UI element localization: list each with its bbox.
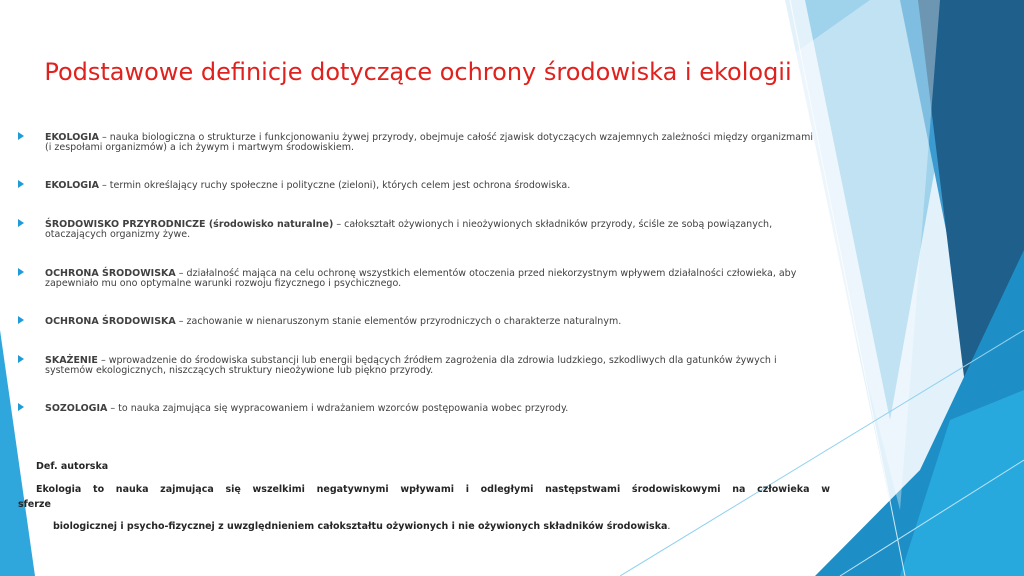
bullet-arrow-icon <box>18 219 24 227</box>
definition-text <box>45 404 818 414</box>
bullet-arrow-icon <box>18 180 24 188</box>
bullet-arrow-icon <box>18 132 24 140</box>
author-definition-line-3-end: . <box>667 521 671 532</box>
definition-body: – to nauka zajmująca się wypracowaniem i wdrażaniem wzorców postępowania wobec przyrody. <box>107 403 569 414</box>
definition-term: OCHRONA ŚRODOWISKA <box>45 268 176 279</box>
author-definition-line-3-text: biologicznej i psycho-fizycznej z uwzględnieniem całokształtu ożywionych i nie ożywionych składników środowiska <box>53 521 668 532</box>
definition-term: ŚRODOWISKO PRZYRODNICZE (środowisko naturalne) <box>45 219 334 230</box>
definition-text <box>45 133 818 152</box>
definition-body: – działalność mająca na celu ochronę wszystkich elementów otoczenia przed niekorzystnym wpływem działalności człowieka, aby zapewniało mu ono optymalne warunki rozwoju fizycznego i psychicznego. <box>45 268 797 289</box>
definition-body: – termin określający ruchy społeczne i polityczne (zieloni), których celem jest ochrona środowiska. <box>98 180 571 191</box>
definition-text <box>45 181 818 191</box>
definition-text <box>45 356 818 375</box>
author-definition-heading: Def. autorska <box>36 461 109 472</box>
definition-term: SOZOLOGIA <box>45 403 108 414</box>
author-definition-line-3 <box>53 521 813 532</box>
definition-term: EKOLOGIA <box>45 132 99 143</box>
definition-body: – całokształt ożywionych i nieożywionych składników przyrody, ściśle ze sobą powiązanych, otaczających organizmy żywe. <box>45 219 773 240</box>
definition-text <box>45 269 818 288</box>
slide-title: Podstawowe definicje dotyczące ochrony środowiska i ekologii <box>44 58 792 86</box>
definition-body: – zachowanie w nienaruszonym stanie elementów przyrodniczych o charakterze naturalnym. <box>175 316 622 327</box>
definition-term: OCHRONA ŚRODOWISKA <box>45 316 176 327</box>
bullet-arrow-icon <box>18 316 24 324</box>
definition-body: – nauka biologiczna o strukturze i funkcjonowaniu żywej przyrody, obejmuje całość zjawisk dotyczących wzajemnych zależności między organizmami (i zespołami organizmów) a ich żywym i martwym środowiskiem. <box>45 132 813 153</box>
author-definition-line-1: Ekologia to nauka zajmująca się wszelkimi negatywnymi wpływami i odległymi następstwami środowiskowymi na człowieka w <box>36 484 830 495</box>
bullet-arrow-icon <box>18 355 24 363</box>
author-definition-line-2: sferze <box>18 499 51 510</box>
definition-text <box>45 220 818 239</box>
definition-text <box>45 317 818 327</box>
bullet-arrow-icon <box>18 403 24 411</box>
definition-body: – wprowadzenie do środowiska substancji lub energii będących źródłem zagrożenia dla zdrowia ludzkiego, szkodliwych dla gatunków żywych i systemów ekologicznych, niszczących struktury nieożywione lub piękno przyrody. <box>45 355 777 376</box>
definition-term: SKAŻENIE <box>45 355 98 366</box>
bullet-arrow-icon <box>18 268 24 276</box>
definition-term: EKOLOGIA <box>45 180 99 191</box>
